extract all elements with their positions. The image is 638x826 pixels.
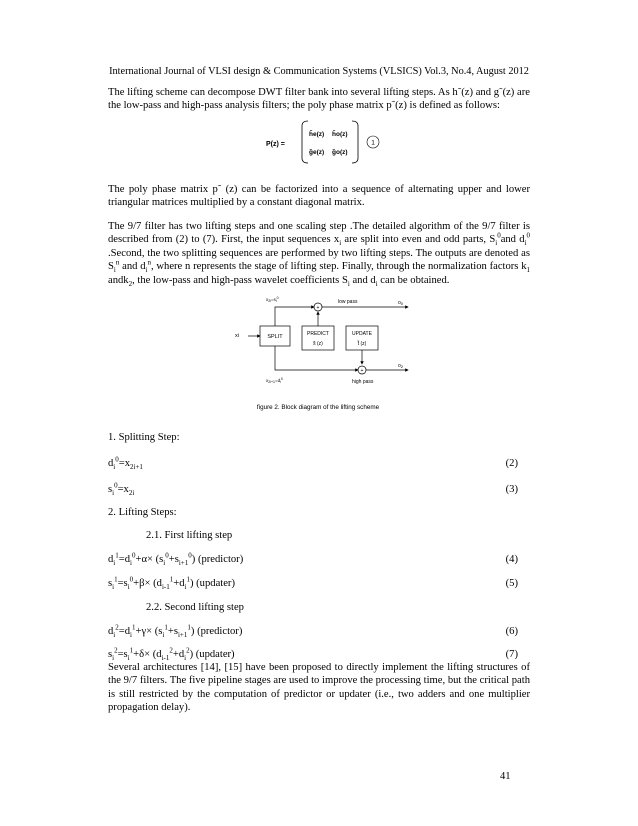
equation-4-body: $d_i^1=d_i^0+\alpha\times (s_i^0+s_{i+1}^0)$ (predictor): [108, 551, 244, 568]
equation-2: [108, 455, 518, 472]
equation-2-body: $d_i^0=x_{2i+1}$: [108, 455, 143, 472]
equation-6-body: $d_i^2=d_i^1+\gamma\times (s_i^1+s_{i+1}^1)$ (predictor): [108, 623, 243, 640]
paragraph-algorithm: The 9/7 filter has two lifting steps and one scaling step .The detailed algorithm of the 9/7 filter is described from (2) to (7). First, the input sequences $x_i$ are split into even and odd parts, $S_i^0and$ $d_i^0$ .Second, the two splitting sequences are performed by two lifting steps. The outputs are denoted as $S_i^n$ and $d_i^n$, where n represents the stage of lifting step. Finally, through the normalization factors $k_1$ andk$_2$, the low-pass and high-pass wavelet coefficients $S_i$ and $d_i$ can be obtained.: [108, 221, 530, 288]
low-pass-output: $o_0$: [398, 300, 404, 306]
diagram-input-label: xi: [235, 333, 239, 339]
equation-6: [108, 623, 518, 640]
high-pass-output: $o_2$: [398, 363, 404, 369]
bottom-branch-label: $x_{2i+1}=d_i^0$: [266, 377, 283, 384]
subheading-first-lifting: 2.1. First lifting step: [146, 530, 233, 541]
equation-4-number: (4): [505, 554, 518, 565]
matrix-ge: g̃e(z): [309, 149, 325, 156]
split-label: SPLIT: [267, 334, 283, 340]
running-header: International Journal of VLSI design & Communication Systems (VLSICS) Vol.3, No.4, August 2012: [109, 66, 529, 77]
equation-3-body: $s_i^0=x_{2i}$: [108, 481, 135, 498]
subheading-second-lifting: 2.2. Second lifting step: [146, 602, 244, 613]
matrix-right-bracket: [352, 121, 358, 163]
polyphase-matrix-equation: [256, 116, 396, 168]
equation-5-number: (5): [505, 578, 518, 589]
equation-2-number: (2): [505, 458, 518, 469]
low-pass-label: low pass: [338, 299, 358, 305]
top-branch-label: $x_{2i}=s_i^0$: [266, 296, 279, 303]
matrix-he: h̃e(z): [309, 131, 325, 138]
equation-3-number: (3): [505, 484, 518, 495]
heading-lifting-steps: 2. Lifting Steps:: [108, 507, 177, 518]
equation-5: [108, 575, 518, 592]
high-pass-label: high pass: [352, 379, 374, 385]
equation-7-body: $s_i^2=s_i^1+\delta\times (d_{i-1}^2+d_i^2)$ (updater): [108, 646, 235, 663]
equation-3: [108, 481, 518, 498]
matrix-eq-number: 1: [371, 139, 375, 147]
page-number: 41: [500, 771, 511, 782]
paragraph-architectures: Several architectures [14], [15] have been proposed to directly implement the lifting structures of the 9/7 filters. The five pipeline stages are used to improve the processing time, but the critical path is still restricted by the computation of predictor or updater (i.e., two adders and one multiplier propagation delay).: [108, 662, 530, 714]
figure-caption: figure 2. Block diagram of the lifting scheme: [256, 404, 380, 411]
update-function: t̃ (z): [357, 341, 367, 347]
predict-function: s̃ (z): [313, 341, 323, 347]
lifting-block-diagram: [230, 292, 410, 420]
top-adder-sign: +: [316, 305, 320, 311]
matrix-go: g̃o(z): [332, 149, 348, 156]
paragraph-intro: The lifting scheme can decompose DWT filter bank into several lifting steps. As h˜(z) and g˜(z) are the low-pass and high-pass analysis filters; the poly phase matrix p˜(z) is defined as follows:: [108, 87, 530, 112]
predict-label: PREDICT: [307, 331, 329, 337]
top-path-line: [275, 307, 314, 326]
equation-7: [108, 646, 518, 663]
matrix-left-bracket: [302, 121, 308, 163]
equation-4: [108, 551, 518, 568]
update-label: UPDATE: [352, 331, 372, 337]
equation-6-number: (6): [505, 626, 518, 637]
bottom-adder-sign: +: [360, 368, 364, 374]
paragraph-factorization: The poly phase matrix p˜ (z) can be factorized into a sequence of alternating upper and lower triangular matrices multiplied by a constant diagonal matrix.: [108, 184, 530, 209]
matrix-ho: h̃o(z): [332, 131, 348, 138]
equation-7-number: (7): [505, 649, 518, 660]
equation-5-body: $s_i^1=s_i^0+\beta\times (d_{i-1}^1+d_i^1)$ (updater): [108, 575, 235, 592]
matrix-lhs: P(z) =: [266, 141, 285, 148]
heading-splitting-step: 1. Splitting Step:: [108, 432, 180, 443]
